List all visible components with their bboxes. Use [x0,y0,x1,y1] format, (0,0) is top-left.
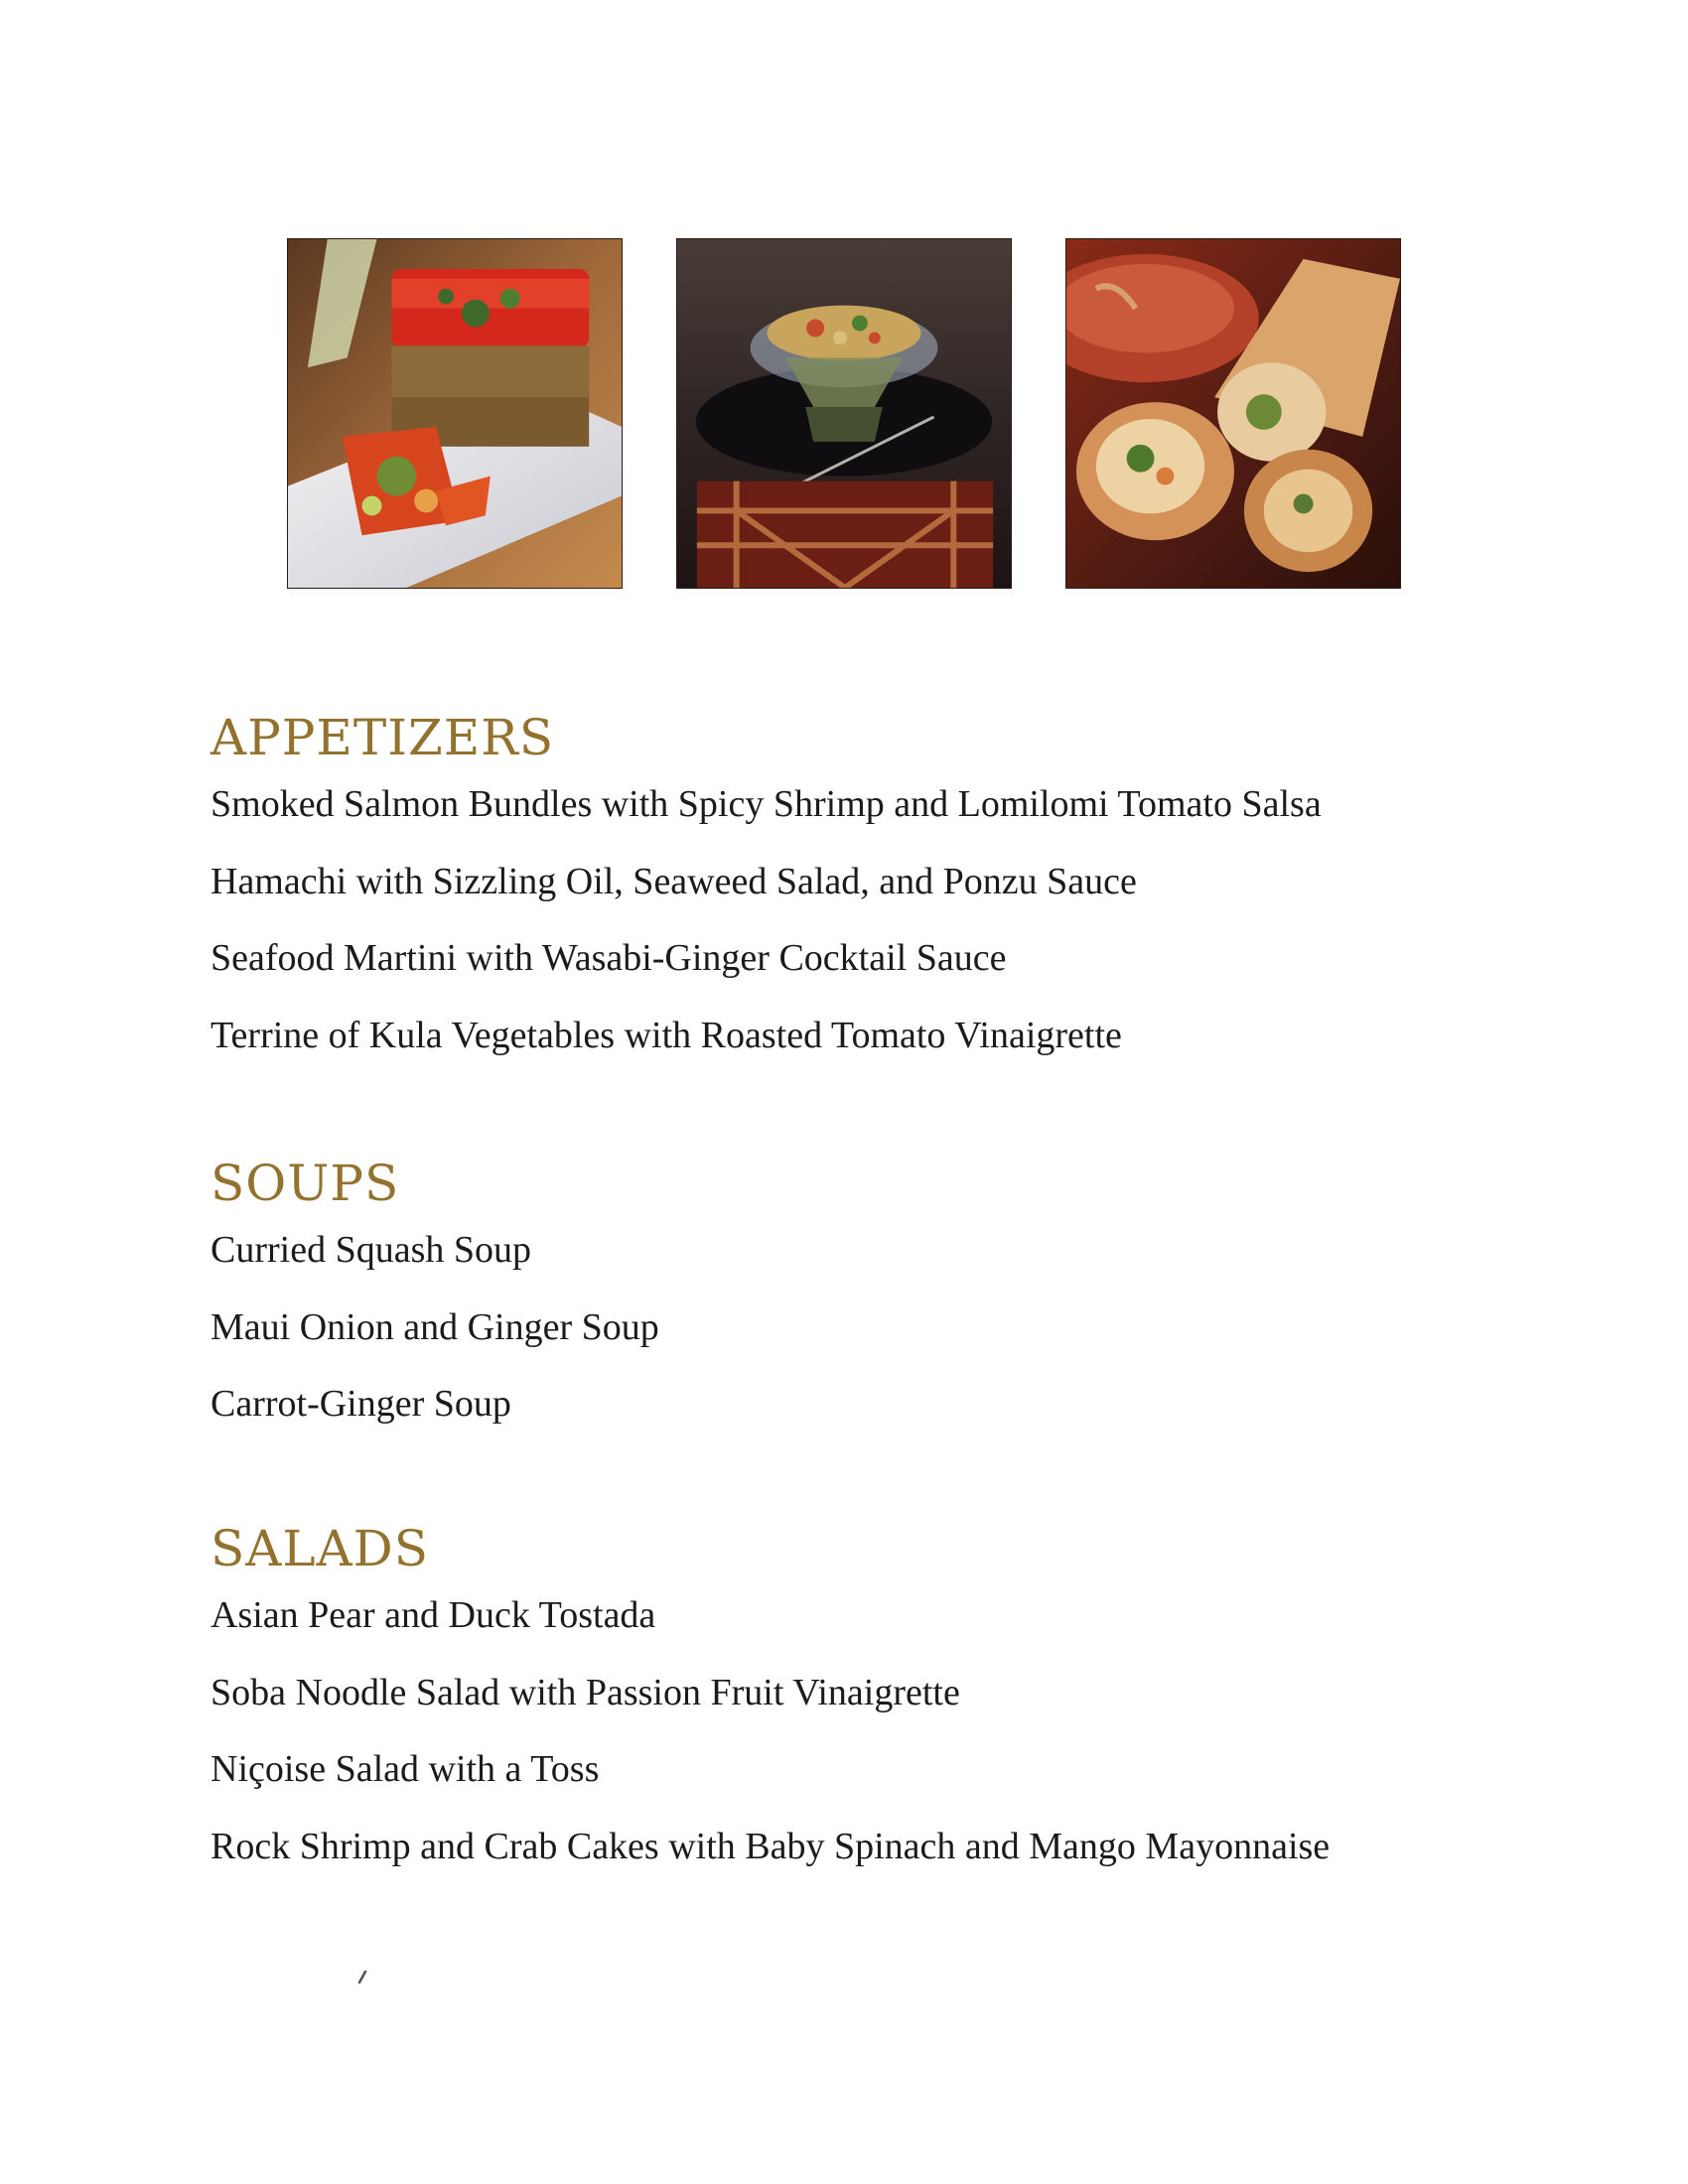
terrine-illustration [288,239,622,588]
soups-list [211,1230,1501,1424]
menu-item: Smoked Salmon Bundles with Spicy Shrimp and Lomilomi Tomato Salsa [211,783,1322,825]
terrine-photo [287,238,623,589]
soups-heading: SOUPS [211,1155,400,1212]
salads-section [211,1518,1501,1903]
salmon-bundles-illustration [1066,239,1400,588]
menu-item: Asian Pear and Duck Tostada [211,1594,656,1636]
appetizers-heading: APPETIZERS [211,709,555,766]
noodle-salad-illustration [677,239,1011,588]
salads-heading: SALADS [211,1520,430,1577]
appetizers-section [211,707,1501,1092]
salmon-bundles-photo [1065,238,1401,589]
menu-item: Rock Shrimp and Crab Cakes with Baby Spinach and Mango Mayonnaise [211,1825,1331,1867]
menu-item: Hamachi with Sizzling Oil, Seaweed Salad, and Ponzu Sauce [211,860,1137,902]
menu-item: Carrot-Ginger Soup [211,1383,511,1425]
salads-list [211,1595,1501,1866]
noodle-salad-photo [676,238,1012,589]
menu-item: Maui Onion and Ginger Soup [211,1305,659,1348]
menu-item: Curried Squash Soup [211,1229,531,1271]
appetizers-list [211,784,1501,1055]
menu-item: Seafood Martini with Wasabi-Ginger Cocktail Sauce [211,937,1007,979]
soups-section [211,1153,1501,1461]
stray-ink-mark [357,1971,367,1984]
menu-item: Terrine of Kula Vegetables with Roasted Tomato Vinaigrette [211,1014,1122,1056]
menu-item: Soba Noodle Salad with Passion Fruit Vinaigrette [211,1671,960,1713]
menu-item: Niçoise Salad with a Toss [211,1748,600,1790]
